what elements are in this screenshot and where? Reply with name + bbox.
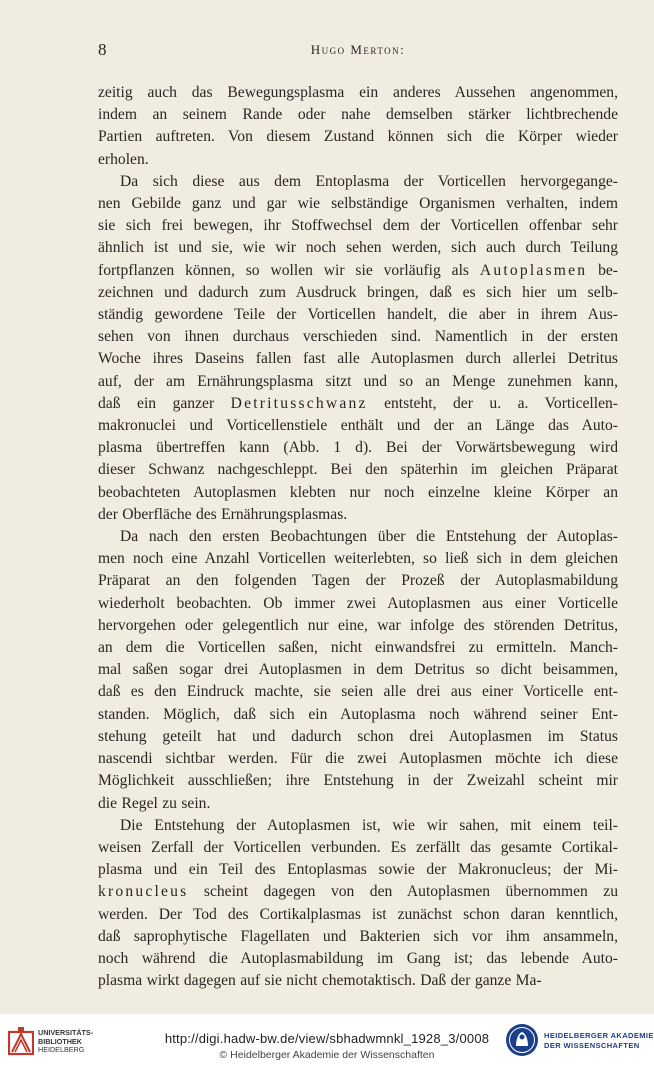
footer-bar — [0, 1014, 654, 1067]
permalink-url[interactable]: http://digi.hadw-bw.de/view/sbhadwmnkl_1928_3/0008 — [164, 1031, 490, 1046]
text-line: Da sich diese aus dem Entoplasma der Vorticellen hervorgegange- — [120, 172, 618, 190]
text-line: indem an seinem Rande oder nahe demselben stärker lichtbrechende — [98, 106, 618, 124]
text-line: makronuclei und Vorticellenstiele enthält und der an Länge das Auto- — [98, 417, 618, 435]
text-line: plasma übertreffen kann (Abb. 1 d). Bei der Vorwärtsbewegung wird — [98, 439, 618, 457]
text-line: die Regel zu sein. — [98, 794, 211, 812]
text-line: fortpflanzen können, so wollen wir sie vorläufig als Autoplasmen be- — [98, 261, 618, 279]
university-library-name: UNIVERSITÄTS- BIBLIOTHEK HEIDELBERG — [38, 1028, 94, 1054]
text-line: hervorgehen oder gelegentlich nur eine, war infolge des störenden Detritus, — [98, 616, 618, 634]
academy-name: HEIDELBERGER AKADEMIE DER WISSENSCHAFTEN — [544, 1031, 654, 1050]
copyright-notice: © Heidelberger Akademie der Wissenschaften — [219, 1049, 435, 1061]
paragraph — [98, 171, 618, 526]
text-line: weisen Zerfall der Vorticellen verbunden. Es zerfällt das gesamte Cortikal- — [98, 838, 618, 856]
text-line: zeichnen und dadurch zum Ausdruck bringen, daß es sich hier um selb- — [98, 283, 618, 301]
text-line: sehen von ihnen durchaus verschieden sind. Namentlich in der ersten — [98, 328, 618, 346]
paragraph — [98, 526, 618, 815]
text-line: sie sich frei bewegen, ihr Stoffwechsel dem der Vorticellen offenbar sehr — [98, 217, 618, 235]
text-line: ähnlich ist und sie, wie wir noch sehen werden, sich auch durch Teilung — [98, 239, 618, 257]
text-line: Präparat an den folgenden Tagen der Prozeß der Autoplasmabildung — [98, 572, 618, 590]
text-line: werden. Der Tod des Cortikalplasmas ist zunächst schon daran kenntlich, — [98, 905, 618, 923]
text-line: daß es den Eindruck machte, sie seien alle drei aus einer Vorticelle ent- — [98, 683, 618, 701]
paragraph — [98, 815, 618, 993]
text-line: plasma wirkt dagegen auf sie nicht chemotaktisch. Daß der ganze Ma- — [98, 972, 542, 990]
text-line: Woche ihres Daseins fallen fast alle Autoplasmen durch allerlei Detritus — [98, 350, 618, 368]
text-line: plasma und ein Teil des Entoplasmas sowie der Makronucleus; der Mi- — [98, 861, 618, 879]
text-line: kronucleus scheint dagegen von den Autoplasmen übernommen zu — [98, 883, 618, 901]
text-line: Die Entstehung der Autoplasmen ist, wie wir sahen, mit einem teil- — [120, 816, 618, 834]
text-line: nascendi sichtbar werden. Für die zwei Autoplasmen möchte ich diese — [98, 750, 618, 768]
page-number: 8 — [98, 40, 107, 59]
text-line: Möglichkeit ausschließen; ihre Entstehung in der Zweizahl scheint mir — [98, 772, 618, 790]
text-line: wiederholt beobachten. Ob immer zwei Autoplasmen aus einer Vorticelle — [98, 594, 618, 612]
running-head: Hugo Merton: — [310, 42, 406, 57]
text-line: erholen. — [98, 150, 149, 168]
text-line: an dem die Vorticellen saßen, nicht einwandsfrei zu ermitteln. Manch- — [98, 639, 618, 657]
text-line: daß saprophytische Flagellaten und Bakterien sich vor ihm ansammeln, — [98, 927, 618, 945]
text-line: men noch eine Anzahl Vorticellen weiterlebten, so ließ sich in dem gleichen — [98, 550, 618, 568]
text-line: standen. Möglich, daß sich ein Autoplasma noch während seiner Ent- — [98, 705, 618, 723]
text-line: der Oberfläche des Ernährungsplasmas. — [98, 505, 348, 523]
academy-seal-icon[interactable] — [505, 1023, 539, 1057]
paragraph — [98, 82, 618, 171]
text-line: Partien auftreten. Von diesem Zustand können sich die Körper wieder — [98, 128, 618, 146]
text-line: Da nach den ersten Beobachtungen über die Entstehung der Autoplas- — [120, 528, 618, 546]
text-line: auf, der am Ernährungsplasma sitzt und so an Menge zunehmen kann, — [98, 372, 618, 390]
text-line: daß ein ganzer Detritusschwanz entsteht, der u. a. Vorticellen- — [98, 394, 618, 412]
page-header — [98, 40, 618, 64]
text-line: beobachteten Autoplasmen klebten nur noch einzelne kleine Körper an — [98, 483, 618, 501]
text-line: ständig gewordene Teile der Vorticellen handelt, die aber in ihrem Aus- — [98, 306, 618, 324]
text-line: zeitig auch das Bewegungsplasma ein anderes Aussehen angenommen, — [98, 84, 618, 101]
text-line: dieser Schwanz nachgeschleppt. Bei den späterhin im gleichen Präparat — [98, 461, 618, 479]
body-text — [98, 82, 618, 992]
text-line: stehung geteilt hat und dadurch schon drei Autoplasmen im Status — [98, 727, 618, 745]
text-line: noch während die Autoplasmabildung im Gang ist; das lebende Auto- — [98, 949, 618, 967]
text-line: mal saßen sogar drei Autoplasmen in dem Detritus so dicht beisammen, — [98, 661, 618, 679]
text-line: nen Gebilde ganz und gar wie selbständige Organismen verhalten, indem — [98, 195, 618, 213]
